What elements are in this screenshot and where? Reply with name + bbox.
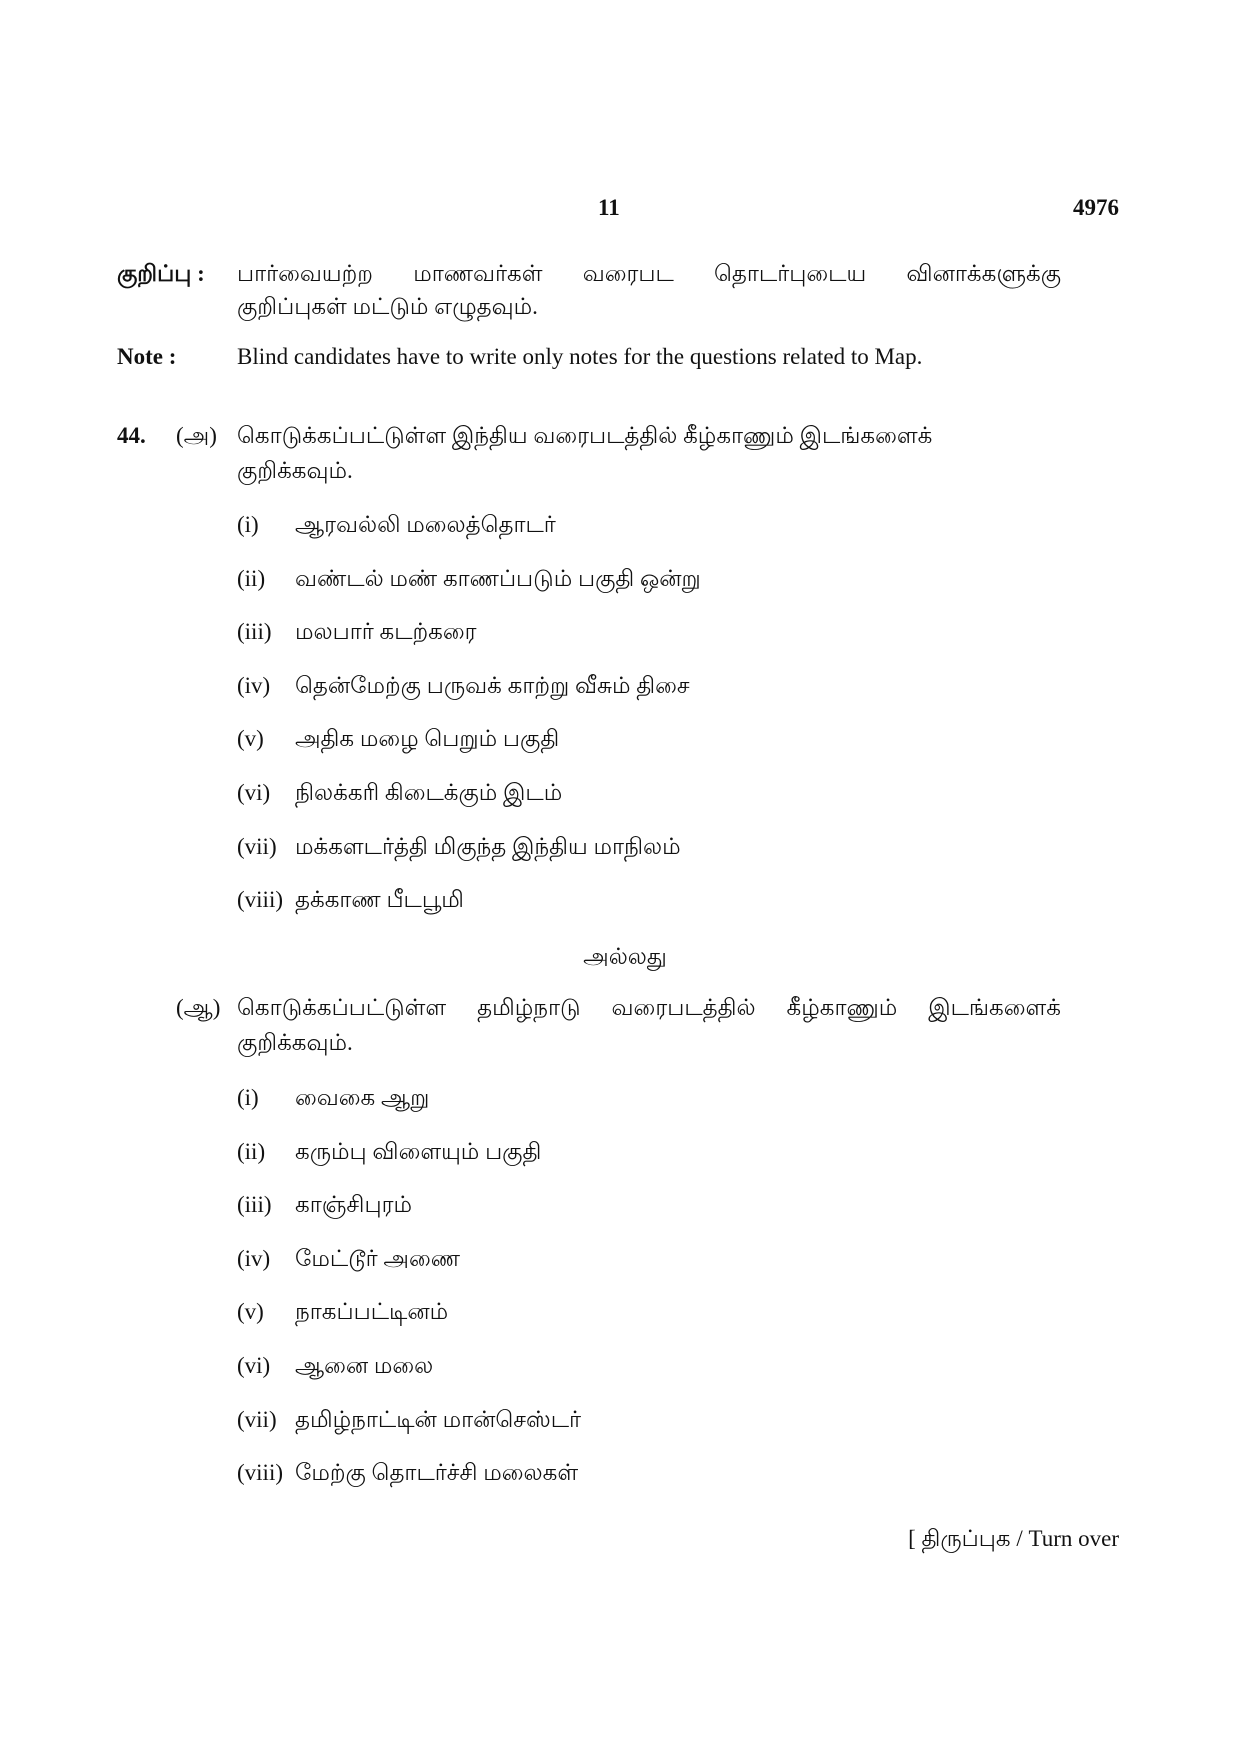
part-a-line2: குறிக்கவும். xyxy=(237,458,353,483)
item-text: மக்களடர்த்தி மிகுந்த இந்திய மாநிலம் xyxy=(295,833,681,859)
item-number: (i) xyxy=(237,1085,259,1110)
item-text: வண்டல் மண் காணப்படும் பகுதி ஒன்று xyxy=(295,565,701,591)
page-number: 11 xyxy=(598,195,620,220)
item-number: (ii) xyxy=(237,565,266,591)
item-text: கரும்பு விளையும் பகுதி xyxy=(295,1138,542,1164)
or-separator xyxy=(0,942,1240,972)
item-number: (v) xyxy=(237,726,264,752)
part-b-line1: கொடுக்கப்பட்டுள்ள தமிழ்நாடு வரைபடத்தில் கீழ்காணும் இடங்களைக் xyxy=(237,995,1061,1020)
part-a-line1: கொடுக்கப்பட்டுள்ள இந்திய வரைபடத்தில் கீழ்காணும் இடங்களைக் xyxy=(237,423,933,448)
item-text: மேட்டூர் அணை xyxy=(295,1245,460,1271)
item-number: (i) xyxy=(237,512,259,537)
item-text: தமிழ்நாட்டின் மான்செஸ்டர் xyxy=(295,1406,582,1432)
item-number: (v) xyxy=(237,1299,264,1325)
item-text: மேற்கு தொடர்ச்சி மலைகள் xyxy=(295,1460,579,1486)
note-tamil-line2: குறிப்புகள் மட்டும் எழுதவும். xyxy=(237,294,538,319)
item-number: (vi) xyxy=(237,780,271,805)
item-number: (iv) xyxy=(237,672,271,698)
item-number: (vii) xyxy=(237,1406,277,1432)
item-text: மலபார் கடற்கரை xyxy=(295,619,477,645)
item-number: (ii) xyxy=(237,1138,266,1164)
item-text: காஞ்சிபுரம் xyxy=(295,1192,412,1218)
item-text: அதிக மழை பெறும் பகுதி xyxy=(295,726,560,752)
item-number: (vii) xyxy=(237,833,277,859)
item-number: (iii) xyxy=(237,1192,272,1218)
item-number: (iv) xyxy=(237,1245,271,1271)
item-text: ஆரவல்லி மலைத்தொடர் xyxy=(295,512,556,537)
note-english-text: Blind candidates have to write only notes for the questions related to Map. xyxy=(237,344,923,369)
item-text: தென்மேற்கு பருவக் காற்று வீசும் திசை xyxy=(295,672,690,698)
item-text: நாகப்பட்டினம் xyxy=(295,1299,449,1325)
or-label: அல்லது xyxy=(583,944,667,969)
part-b-line2: குறிக்கவும். xyxy=(237,1030,353,1055)
item-number: (vi) xyxy=(237,1353,271,1378)
item-text: வைகை ஆறு xyxy=(295,1085,430,1110)
turn-over: [ திருப்புக / Turn over xyxy=(908,1526,1119,1551)
item-text: ஆனை மலை xyxy=(295,1353,434,1378)
note-english-label: Note : xyxy=(117,344,177,369)
question-number: 44. xyxy=(117,423,146,448)
paper-code: 4976 xyxy=(1073,195,1119,220)
note-tamil-label: குறிப்பு : xyxy=(117,261,205,286)
item-number: (viii) xyxy=(237,1460,283,1486)
part-a-label: (அ) xyxy=(176,423,217,448)
item-text: நிலக்கரி கிடைக்கும் இடம் xyxy=(295,780,563,805)
item-text: தக்காண பீடபூமி xyxy=(295,887,464,913)
item-number: (iii) xyxy=(237,619,272,645)
part-b-label: (ஆ) xyxy=(176,995,221,1020)
item-number: (viii) xyxy=(237,887,283,913)
note-tamil-line1: பார்வையற்ற மாணவர்கள் வரைபட தொடர்புடைய வினாக்களுக்கு xyxy=(237,261,1061,286)
